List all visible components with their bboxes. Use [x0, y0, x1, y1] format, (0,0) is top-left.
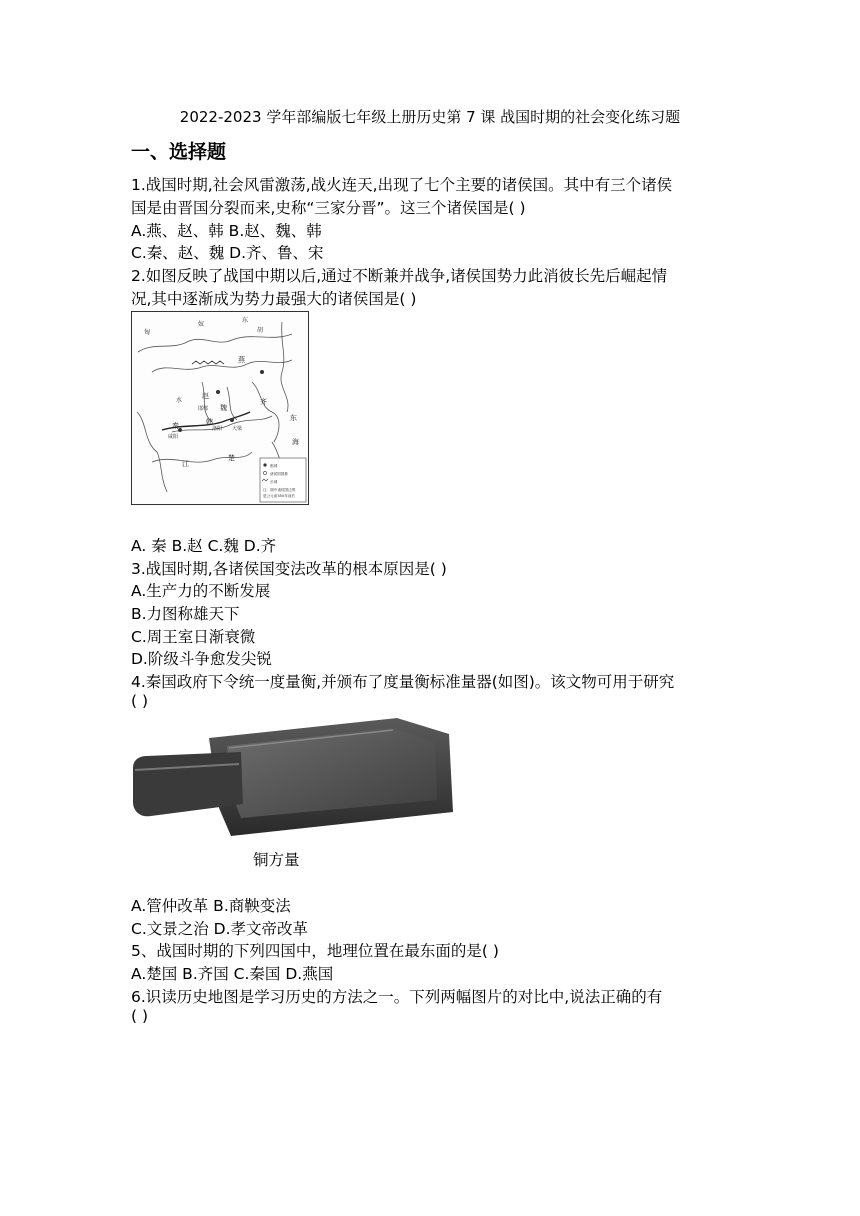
- question-1-options-ab: A.燕、赵、韩 B.赵、魏、韩: [131, 222, 322, 240]
- map-label: 东: [242, 317, 249, 324]
- map-label: 匈: [144, 329, 151, 336]
- question-5-stem: 5、战国时期的下列四国中，地理位置在最东面的是( ): [131, 942, 499, 960]
- question-2-line-1: 2.如图反映了战国中期以后,通过不断兼并战争,诸侯国势力此消彼长先后崛起情: [131, 267, 668, 285]
- map-label: 胡: [257, 327, 264, 334]
- question-4-stem-line-1: 4.秦国政府下令统一度量衡,并颁布了度量衡标准量器(如图)。该文物可用于研究: [131, 673, 675, 691]
- map-label: 奴: [198, 321, 205, 328]
- map-label-qin: 秦: [172, 422, 179, 430]
- legend-label: 都城: [270, 464, 278, 468]
- legend-label: 长城: [270, 480, 278, 484]
- map-label-zhao: 赵: [202, 392, 209, 400]
- map-label-wei: 魏: [220, 404, 227, 412]
- map-label-dong: 东: [290, 414, 297, 422]
- map-label-yan: 燕: [238, 356, 245, 364]
- question-3-option-a: A.生产力的不断发展: [131, 582, 271, 600]
- bronze-measure-photo: [131, 712, 461, 838]
- question-1-line-2: 国是由晋国分裂而来,史称“三家分晋”。这三个诸侯国是( ): [131, 199, 526, 217]
- question-4-options-ab: A.管仲改革 B.商鞅变法: [131, 897, 291, 915]
- question-4-options-cd: C.文景之治 D.孝文帝改革: [131, 920, 309, 938]
- section-heading: 一、选择题: [131, 141, 227, 163]
- question-1-options-cd: C.秦、赵、魏 D.齐、鲁、宋: [131, 244, 324, 262]
- map-label-daliang: 大梁: [232, 426, 243, 432]
- map-label-qi: 齐: [260, 398, 267, 406]
- map-label-han: 韩: [206, 418, 213, 426]
- question-6-stem-line-2: ( ): [131, 1007, 149, 1025]
- map-label-handan: 邯郸: [198, 406, 209, 412]
- question-3-option-d: D.阶级斗争愈发尖锐: [131, 650, 272, 668]
- question-4-stem-line-2: ( ): [131, 692, 149, 710]
- question-2-options: A. 秦 B.赵 C.魏 D.齐: [131, 537, 277, 555]
- legend-note: 是公元前350年前后: [263, 494, 296, 498]
- question-2-line-2: 况,其中逐渐成为势力最强大的诸侯国是( ): [131, 290, 417, 308]
- question-6-stem-line-1: 6.识读历史地图是学习历史的方法之一。下列两幅图片的对比中,说法正确的有: [131, 988, 663, 1006]
- question-1-line-1: 1.战国时期,社会风雷激荡,战火连天,出现了七个主要的诸侯国。其中有三个诸侯: [131, 176, 673, 194]
- map-label-xianyang: 咸阳: [168, 434, 179, 440]
- map-label-jiang: 江: [182, 460, 189, 468]
- question-5-options: A.楚国 B.齐国 C.秦国 D.燕国: [131, 965, 334, 983]
- question-3-stem: 3.战国时期,各诸侯国变法改革的根本原因是( ): [131, 560, 447, 578]
- map-label-luoyang: 洛阳: [212, 426, 223, 432]
- legend-label: 诸侯国国都: [270, 472, 288, 476]
- page-title: 2022-2023 学年部编版七年级上册历史第 7 课 战国时期的社会变化练习题: [179, 108, 681, 126]
- legend-note: 注：图中诸侯国边界: [263, 488, 296, 492]
- map-label-chu: 楚: [228, 454, 235, 462]
- question-3-option-b: B.力图称雄天下: [131, 605, 240, 623]
- question-3-option-c: C.周王室日渐衰微: [131, 628, 256, 646]
- map-legend: [260, 458, 306, 502]
- figure-caption: 铜方量: [253, 851, 300, 869]
- map-label-shui: 水: [176, 397, 183, 404]
- map-label-hai: 海: [292, 438, 299, 446]
- warring-states-map: [131, 311, 309, 505]
